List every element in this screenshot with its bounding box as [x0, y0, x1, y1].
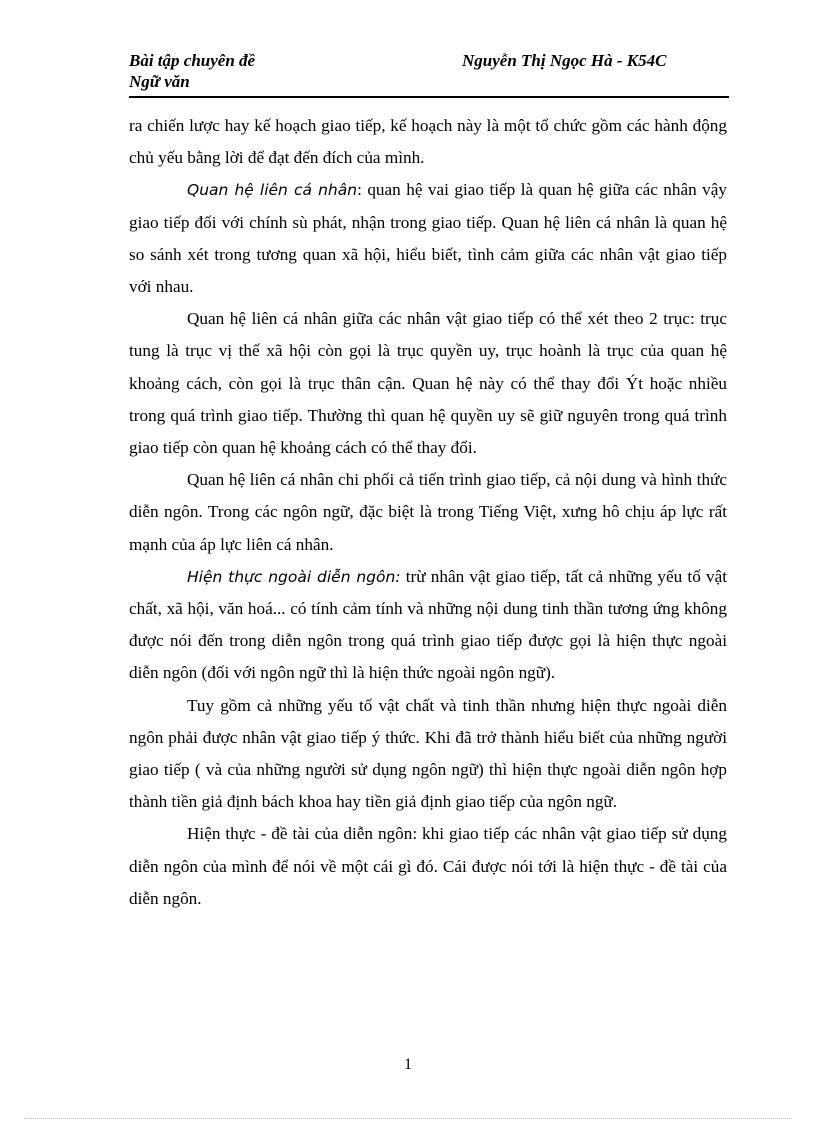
header-course-title: Bài tập chuyên đề Ngữ văn [129, 51, 256, 91]
paragraph: ra chiến lược hay kế hoạch giao tiếp, kế hoạch này là một tổ chức gồm các hành động chủ yếu bằng lời để đạt đến đích của mình. [129, 116, 727, 168]
paragraph-text: : quan hệ vai giao tiếp là quan hệ giữa các nhân vậy giao tiếp đối với chính sù phát, nhận trong giao tiếp. Quan hệ liên cá nhân là quan hệ so sánh xét trong tương quan xã hội, hiểu biết, tình cảm giữa các nhân vật giao tiếp với nhau. [129, 180, 727, 297]
term-heading: Quan hệ liên cá nhân [187, 181, 358, 200]
paragraph [129, 174, 727, 303]
page-header [129, 50, 729, 98]
header-author: Nguyễn Thị Ngọc Hà - K54C [462, 51, 667, 70]
page-number: 1 [404, 1056, 412, 1073]
document-body [129, 110, 727, 915]
paragraph [129, 561, 727, 690]
paragraph: Hiện thực - đề tài của diễn ngôn: khi giao tiếp các nhân vật giao tiếp sử dụng diễn ngôn của mình để nói về một cái gì đó. Cái được nói tới là hiện thực - đề tài của diễn ngôn. [129, 824, 727, 908]
paragraph: Quan hệ liên cá nhân giữa các nhân vật giao tiếp có thể xét theo 2 trục: trục tung là trục vị thế xã hội còn gọi là trục quyền uy, trục hoành là trục của quan hệ khoảng cách, còn gọi là trục thân cận. Quan hệ này có thể thay đổi Ýt hoặc nhiều trong quá trình giao tiếp. Thường thì quan hệ quyền uy sẽ giữ nguyên trong quá trình giao tiếp còn quan hệ khoảng cách có thể thay đổi. [129, 309, 727, 458]
term-heading: Hiện thực ngoài diễn ngôn: [187, 567, 401, 586]
paragraph: Quan hệ liên cá nhân chi phối cả tiến trình giao tiếp, cả nội dung và hình thức diễn ngôn. Trong các ngôn ngữ, đặc biệt là trong Tiếng Việt, xưng hô chịu áp lực rất mạnh của áp lực liên cá nhân. [129, 470, 727, 554]
paragraph: Tuy gồm cả những yếu tố vật chất và tinh thần nhưng hiện thực ngoài diễn ngôn phải được nhân vật giao tiếp ý thức. Khi đã trở thành hiểu biết của những người giao tiếp ( và của những người sử dụng ngôn ngữ) thì hiện thực ngoài diễn ngôn hợp thành tiền giả định bách khoa hay tiền giả định giao tiếp của ngôn ngữ. [129, 695, 727, 812]
paragraph-text: trừ nhân vật giao tiếp, tất cả những yếu tố vật chất, xã hội, văn hoá... có tính cảm tính và những nội dung tinh thần tương ứng không được nói đến trong diễn ngôn trong quá trình giao tiếp được gọi là hiện thực ngoài diễn ngôn (đối với ngôn ngữ thì là hiện thức ngoài ngôn ngữ). [129, 566, 727, 683]
page-bottom-divider [24, 1118, 792, 1119]
